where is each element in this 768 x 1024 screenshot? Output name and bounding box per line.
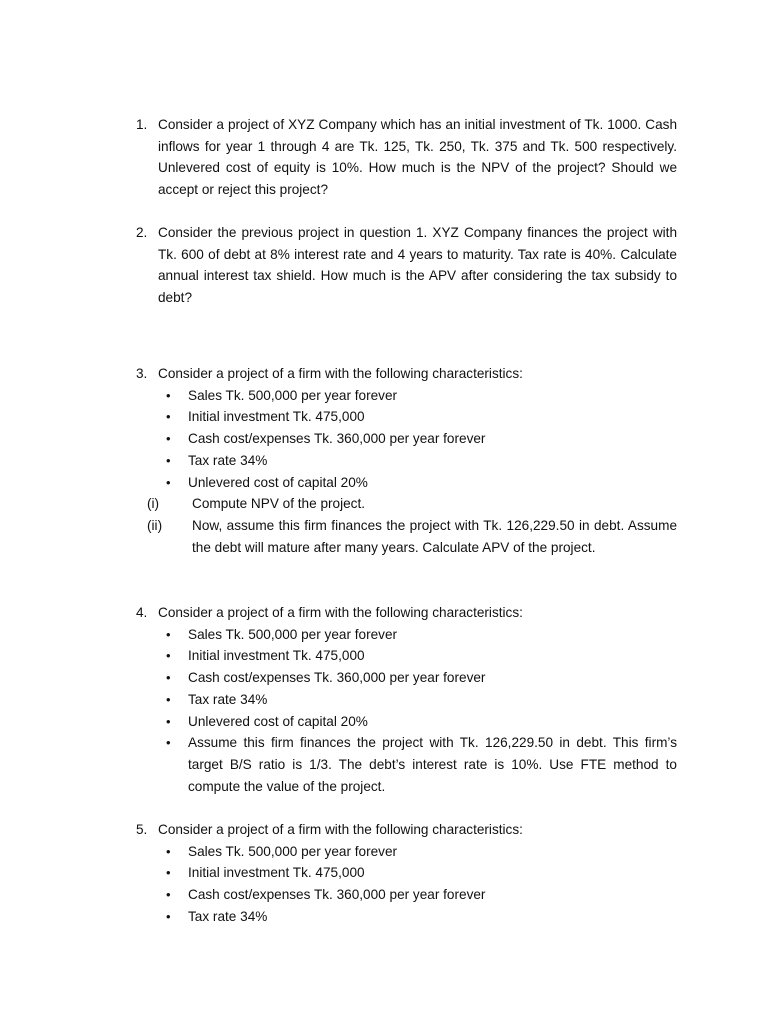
bullet-icon: •	[166, 409, 171, 425]
bullet-icon: •	[166, 887, 171, 903]
question-text: Consider a project of a firm with the following characteristics:	[158, 822, 523, 837]
subpart-label: (i)	[147, 496, 160, 512]
question-2	[136, 222, 677, 309]
bullet-icon: •	[166, 713, 171, 729]
list-item: • Cash cost/expenses Tk. 360,000 per year forever	[136, 428, 677, 450]
list-item: • Sales Tk. 500,000 per year forever	[136, 624, 677, 646]
question-number: 4.	[136, 605, 148, 620]
list-item: • Unlevered cost of capital 20%	[136, 472, 677, 494]
characteristics-list	[136, 841, 677, 928]
question-number: 5.	[136, 822, 148, 837]
subparts-list	[136, 493, 677, 558]
subpart-item	[136, 493, 677, 515]
subpart-label: (ii)	[147, 517, 163, 533]
question-text: Consider a project of XYZ Company which has an initial investment of Tk. 1000. Cash inflows for year 1 through 4 are Tk. 125, Tk. 250, Tk. 375 and Tk. 500 respectively. Unlevered cost of equity is 10%. How much is the NPV of the project? Should we accept or reject this project?	[158, 117, 677, 198]
question-1	[136, 114, 677, 201]
list-item: • Tax rate 34%	[136, 689, 677, 711]
question-3	[136, 363, 677, 558]
subpart-item	[136, 515, 677, 558]
question-text: Consider a project of a firm with the following characteristics:	[158, 605, 523, 620]
list-item: • Assume this firm finances the project with Tk. 126,229.50 in debt. This firm’s target B/S ratio is 1/3. The debt’s interest rate is 10%. Use FTE method to compute the value of the project.	[136, 732, 677, 797]
bullet-icon: •	[166, 865, 171, 881]
list-item: • Cash cost/expenses Tk. 360,000 per year forever	[136, 884, 677, 906]
list-item: • Unlevered cost of capital 20%	[136, 711, 677, 733]
list-item: • Initial investment Tk. 475,000	[136, 645, 677, 667]
bullet-icon: •	[166, 648, 171, 664]
list-item: • Tax rate 34%	[136, 450, 677, 472]
question-text: Consider a project of a firm with the following characteristics:	[158, 366, 523, 381]
list-item: • Cash cost/expenses Tk. 360,000 per year forever	[136, 667, 677, 689]
bullet-icon: •	[166, 452, 171, 468]
characteristics-list	[136, 624, 677, 798]
bullet-icon: •	[166, 735, 171, 751]
bullet-icon: •	[166, 387, 171, 403]
list-item: • Sales Tk. 500,000 per year forever	[136, 385, 677, 407]
question-5	[136, 819, 677, 928]
question-text: Consider the previous project in question 1. XYZ Company finances the project with Tk. 600 of debt at 8% interest rate and 4 years to maturity. Tax rate is 40%. Calculate annual interest tax shield. How much is the APV after considering the tax subsidy to debt?	[158, 225, 677, 306]
list-item: • Initial investment Tk. 475,000	[136, 862, 677, 884]
question-number: 1.	[136, 117, 148, 132]
list-item: • Initial investment Tk. 475,000	[136, 406, 677, 428]
bullet-icon: •	[166, 691, 171, 707]
list-item: • Sales Tk. 500,000 per year forever	[136, 841, 677, 863]
bullet-icon: •	[166, 626, 171, 642]
bullet-icon: •	[166, 670, 171, 686]
question-number: 2.	[136, 225, 148, 240]
bullet-icon: •	[166, 908, 171, 924]
bullet-icon: •	[166, 474, 171, 490]
question-4	[136, 602, 677, 797]
characteristics-list	[136, 385, 677, 494]
question-number: 3.	[136, 366, 148, 381]
bullet-icon: •	[166, 843, 171, 859]
subpart-text: Compute NPV of the project.	[192, 496, 366, 512]
bullet-icon: •	[166, 431, 171, 447]
subpart-text: Now, assume this firm finances the project with Tk. 126,229.50 in debt. Assume the debt will mature after many years. Calculate APV of the project.	[192, 517, 677, 555]
list-item: • Tax rate 34%	[136, 906, 677, 928]
